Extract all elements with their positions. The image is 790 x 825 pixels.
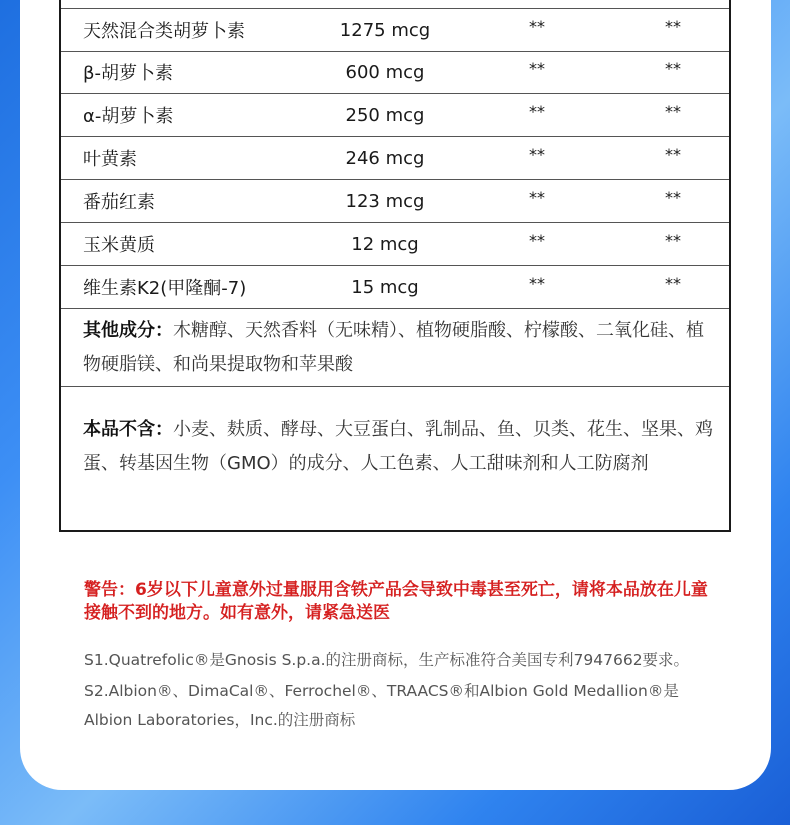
table-row [61,180,729,223]
daily-value-2: ** [665,231,681,250]
warning-text: 警告：6岁以下儿童意外过量服用含铁产品会导致中毒甚至死亡，请将本品放在儿童接触不到的地方。如有意外，请紧急送医 [84,580,708,623]
nutrient-name: 维生素K2(甲隆酮-7) [83,278,247,299]
table-row [61,8,729,52]
nutrient-name: 天然混合类胡萝卜素 [83,21,245,42]
nutrient-amount: 12 mcg [351,233,419,255]
table-row [61,266,729,309]
free-from-label: 本品不含： [83,419,173,440]
daily-value-2: ** [665,145,681,164]
daily-value-2: ** [665,102,681,121]
trademark-note-2: S2.Albion®、DimaCal®、Ferrochel®、TRAACS®和Albion Gold Medallion®是Albion Laboratories，Inc.的注册商标 [84,682,679,729]
daily-value-1: ** [529,145,545,164]
nutrient-name: β-胡萝卜素 [83,63,173,84]
daily-value-1: ** [529,274,545,293]
nutrient-amount: 15 mcg [351,276,419,298]
table-row [61,137,729,180]
nutrient-name: 叶黄素 [83,149,137,170]
free-from-text: 小麦、麸质、酵母、大豆蛋白、乳制品、鱼、贝类、花生、坚果、鸡蛋、转基因生物（GMO）的成分、人工色素、人工甜味剂和人工防腐剂 [83,419,713,474]
nutrient-amount: 600 mcg [345,61,425,83]
other-ingredients [83,314,715,382]
nutrient-amount: 1275 mcg [339,19,431,41]
daily-value-2: ** [665,17,681,36]
table-row [61,223,729,266]
nutrient-name: 玉米黄质 [83,235,155,256]
nutrient-amount: 123 mcg [345,190,425,212]
nutrient-name: α-胡萝卜素 [83,106,174,127]
daily-value-1: ** [529,17,545,36]
daily-value-1: ** [529,231,545,250]
nutrient-name: 番茄红素 [83,192,155,213]
table-row [61,51,729,94]
nutrient-amount: 246 mcg [345,147,425,169]
other-ingredients-label: 其他成分： [83,320,173,341]
supplement-facts-table [59,0,731,532]
daily-value-1: ** [529,188,545,207]
other-ingredients-text: 木糖醇、天然香料（无味精）、植物硬脂酸、柠檬酸、二氧化硅、植物硬脂镁、和尚果提取物和苹果酸 [83,320,704,375]
daily-value-1: ** [529,102,545,121]
daily-value-2: ** [665,59,681,78]
daily-value-2: ** [665,274,681,293]
nutrient-amount: 250 mcg [345,104,425,126]
daily-value-1: ** [529,59,545,78]
table-row [61,94,729,137]
section-divider [61,386,729,387]
daily-value-2: ** [665,188,681,207]
trademark-note-1: S1.Quatrefolic®是Gnosis S.p.a.的注册商标，生产标准符合美国专利7947662要求。 [84,651,690,669]
free-from [83,413,715,481]
